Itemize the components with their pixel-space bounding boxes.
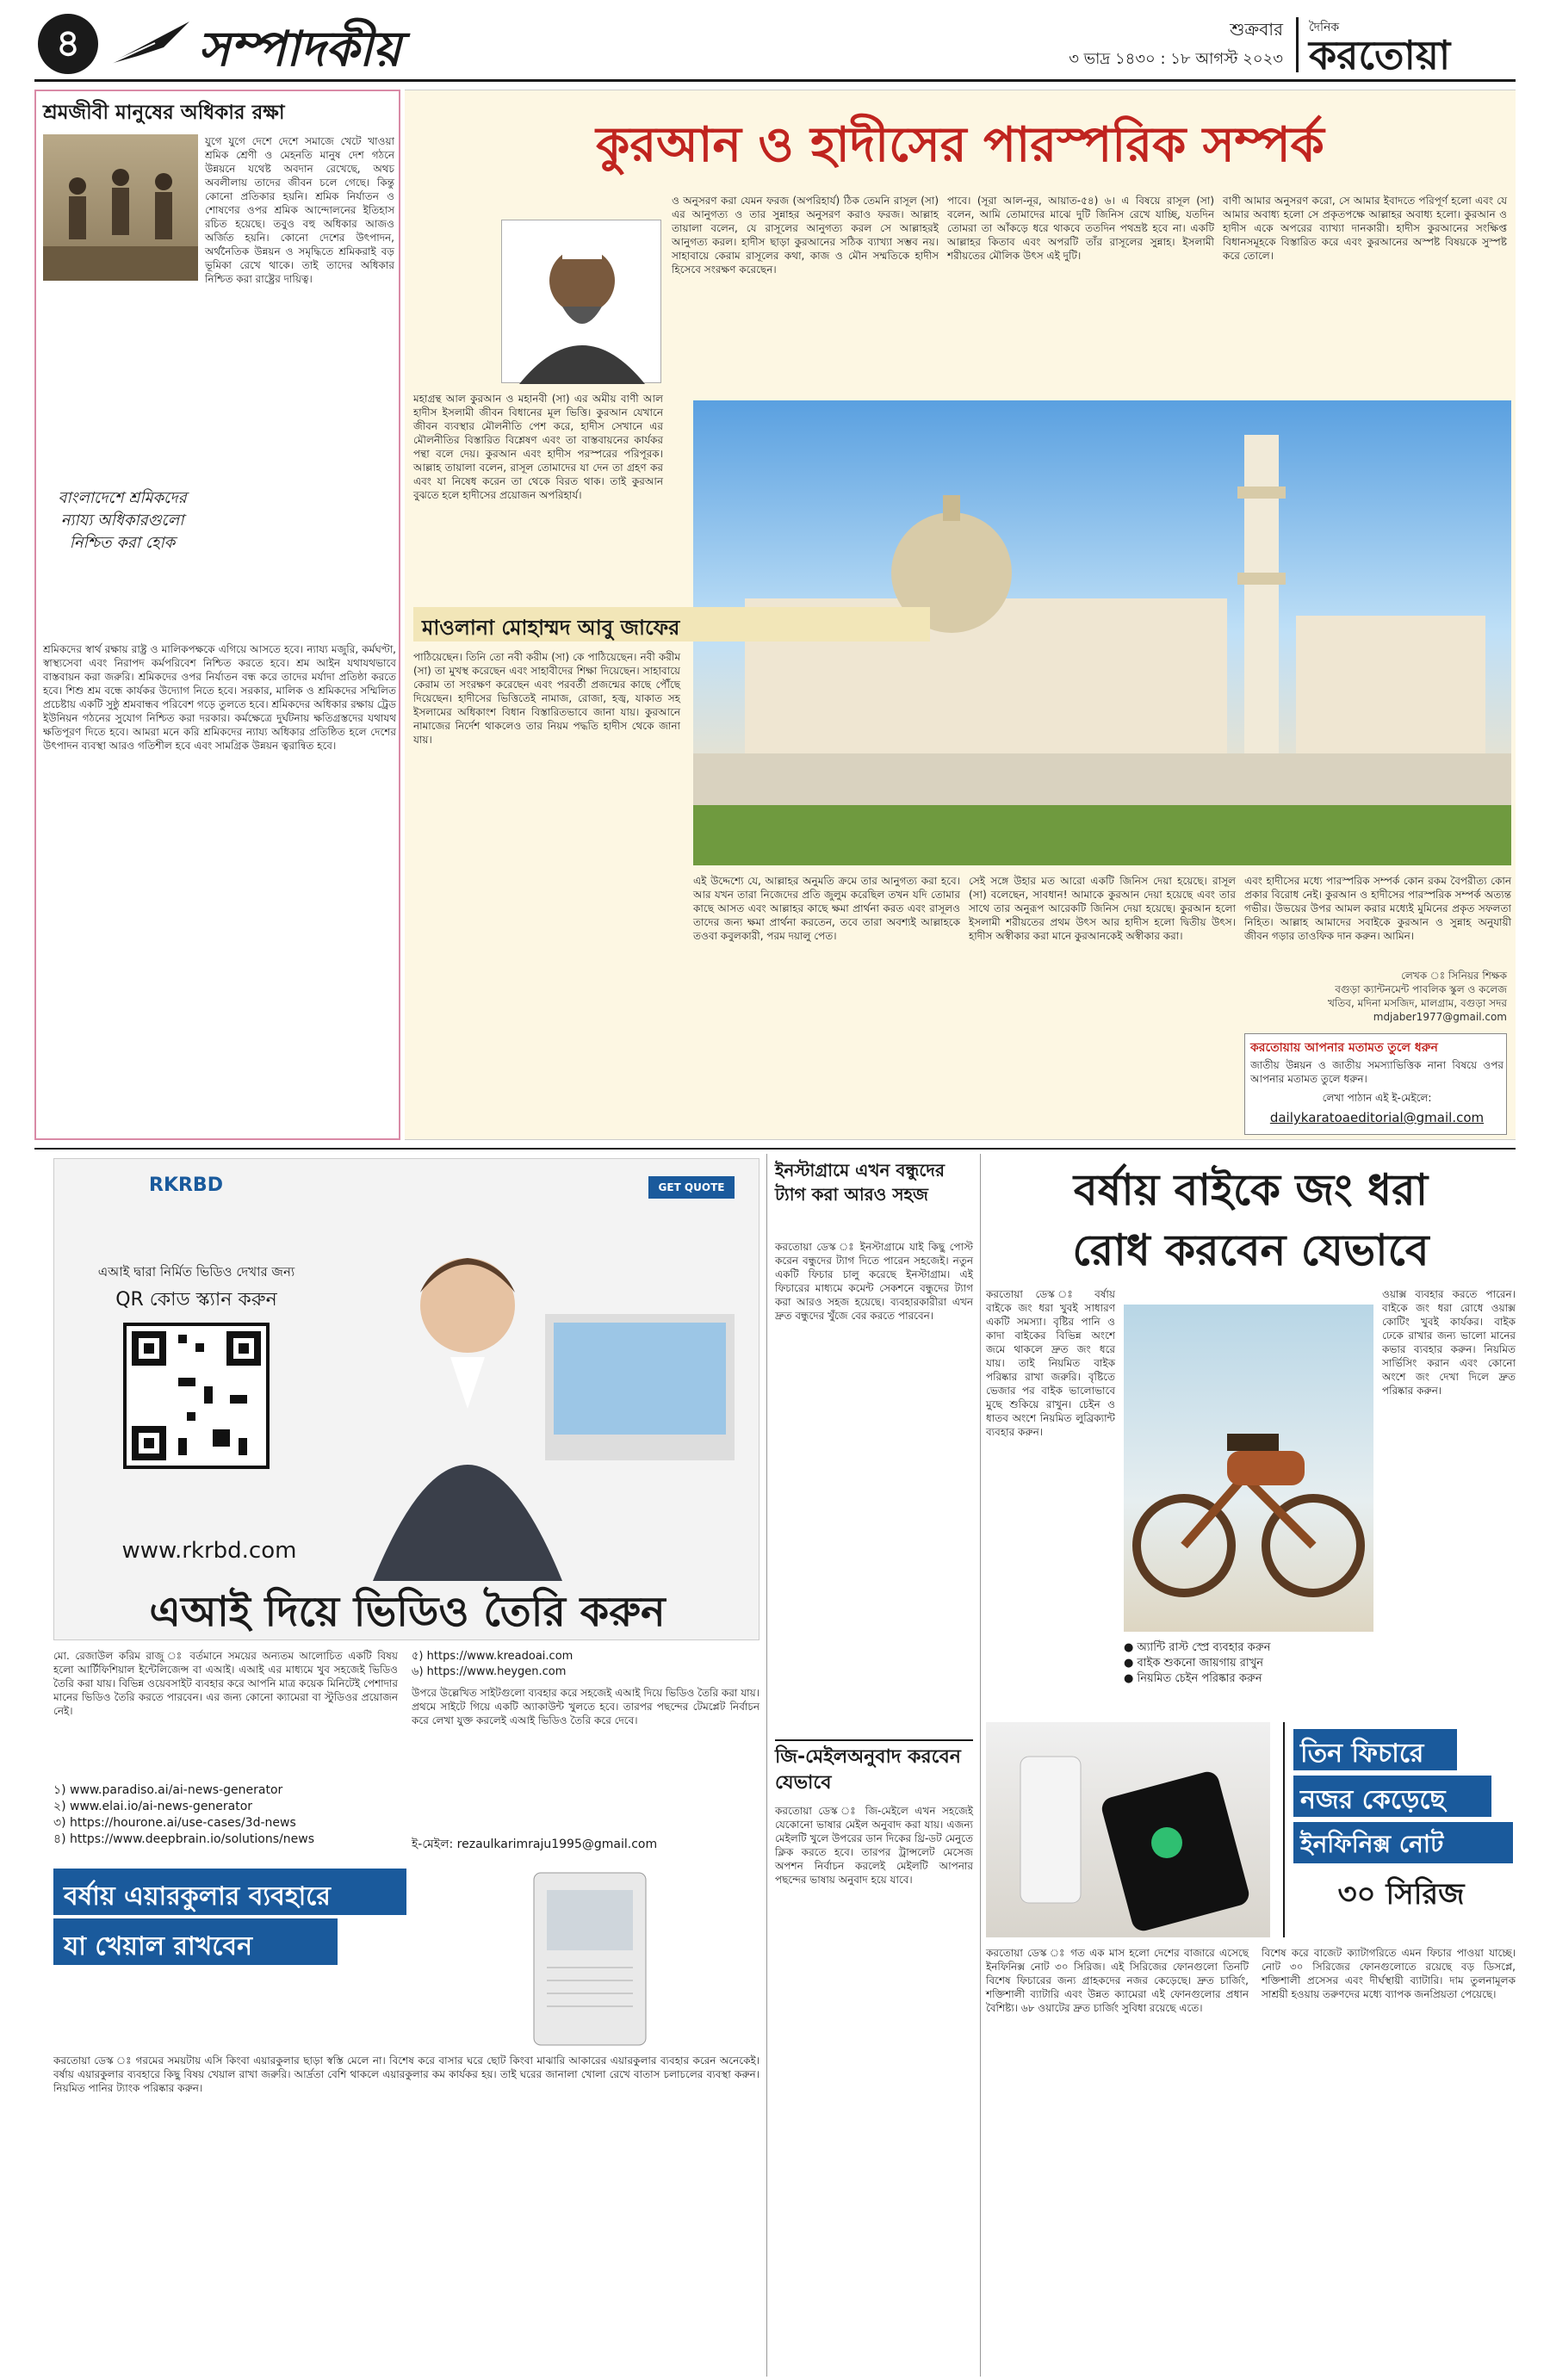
quill-icon xyxy=(103,17,198,69)
bike-photo xyxy=(1124,1305,1373,1632)
col-separator xyxy=(766,1154,767,2377)
ad-url[interactable]: www.rkrbd.com xyxy=(121,1538,297,1564)
ad-headline: এআই দিয়ে ভিডিও তৈরি করুন xyxy=(149,1588,666,1636)
aircooler-title-1: বর্ষায় এয়ারকুলার ব্যবহারে xyxy=(53,1869,406,1915)
instagram-body: করতোয়া ডেস্ক ঃ ইনস্টাগ্রামে যাই কিছু পোস্ট করেন বন্ধুদের ট্যাগ দিতে পারেন সহজেই। নতুন একটি ফিচার চালু করেছে ইনস্টাগ্রাম। এই ফিচারের মাধ্যমে কমেন্ট সেকশনে বন্ধুদের ট্যাগ করা আরও সহজ হয়েছে। ব্যবহারকারীরা এখন দ্রুত বন্ধুদের খুঁজে বের করতে পারবেন। xyxy=(775,1241,976,1322)
qr-code[interactable] xyxy=(123,1323,270,1469)
col-separator xyxy=(980,1154,981,2377)
ad-scan-line2: QR কোড স্ক্যান করুন xyxy=(115,1289,277,1311)
editorial-title: শ্রমজীবী মানুষের অধিকার রক্ষা xyxy=(43,102,285,124)
ai-video-body-right: উপরে উল্লেখিত সাইটগুলো ব্যবহার করে সহজেই এআই দিয়ে ভিডিও তৈরি করা যায়। প্রথমে সাইটে গিয়ে একটি অ্যাকাউন্ট খুলতে হবে। তারপর পছন্দের টেমপ্লেট নির্বাচন করে লেখা যুক্ত করলেই এআই ভিডিও তৈরি করে দেবে। xyxy=(412,1687,763,1726)
bike-body-left: করতোয়া ডেস্ক ঃ বর্ষায় বাইকে জং ধরা খুবই সাধারণ একটি সমস্যা। বৃষ্টির পানি ও কাদা বাইকের বিভিন্ন অংশে জমে থাকলে দ্রুত জং ধরে যায়। তাই নিয়মিত বাইক পরিষ্কার রাখা জরুরি। বৃষ্টিতে ভেজার পর বাইক ভালোভাবে মুছে শুকিয়ে রাখুন। চেইন ও ধাতব অংশে নিয়মিত লুব্রিক্যান্ট ব্যবহার করুন। xyxy=(986,1288,1119,1438)
issue-day: শুক্রবার xyxy=(1230,19,1283,40)
page-number-badge xyxy=(38,14,98,74)
ad-presenter-image xyxy=(338,1211,743,1581)
article-col-1: মহাগ্রন্থ আল কুরআন ও মহানবী (সা) এর অমীয় বাণী আল হাদীস ইসলামী জীবন বিধানের মূল ভিত্তি। কুরআন যেখানে জীবন ব্যবস্থার মৌলনীতি পেশ করে, হাদীস সেখানে এর মৌলনীতির বিস্তারিত বিশ্লেষণ এবং তা বাস্তবায়নের কার্যকর পন্থা বলে দেয়। কুরআন এবং হাদীস পরস্পরের পরিপূরক। আল্লাহ তায়ালা বলেন, রাসূল তোমাদের যা দেন তা গ্রহণ কর এবং যা নিষেধ করেন তা থেকে বিরত থাক। তাই কুরআন বুঝতে হলে হাদীসের প্রয়োজন অপরিহার্য। xyxy=(413,393,666,501)
instagram-title: ইনস্টাগ্রামে এখন বন্ধুদের ট্যাগ করা আরও সহজ xyxy=(775,1160,945,1205)
opinion-email[interactable]: dailykaratoaeditorial@gmail.com xyxy=(1269,1110,1485,1125)
ad-quote-button[interactable]: GET QUOTE xyxy=(648,1176,735,1199)
article-col-d: এবং হাদীসের মধ্যে পারস্পরিক সম্পর্ক কোন রকম বৈপরীত্য কোন প্রকার বিরোধ নেই। কুরআন ও হাদীসের পারস্পরিক সম্পর্ক অত্যন্ত গভীর। উভয়ের উপর আমল করার মধ্যেই মুমিনের প্রকৃত সফলতা নিহিত। আল্লাহ আমাদের সবাইকে কুরআন ও সুন্নাহ অনুযায়ী জীবন গড়ার তাওফিক দান করুন। আমিন। xyxy=(1244,875,1515,942)
infinix-body-right: বিশেষ করে বাজেট ক্যাটাগরিতে এমন ফিচার পাওয়া যাচ্ছে। নোট ৩০ সিরিজের ফোনগুলোতে রয়েছে বড় ডিসপ্লে, শক্তিশালী প্রসেসর এবং দীর্ঘস্থায়ী ব্যাটারি। দাম তুলনামূলক সাশ্রয়ী হওয়ায় তরুণদের মধ্যে ব্যাপক জনপ্রিয়তা পেয়েছে। xyxy=(1262,1947,1519,2000)
editorial-body-bottom: শ্রমিকদের স্বার্থ রক্ষায় রাষ্ট্র ও মালিকপক্ষকে এগিয়ে আসতে হবে। ন্যায্য মজুরি, কর্মঘণ্টা, স্বাস্থ্যসেবা এবং নিরাপদ কর্মপরিবেশ নিশ্চিত করতে হবে। শ্রম আইন যথাযথভাবে বাস্তবায়ন করা জরুরি। শ্রমিকদের ওপর নির্যাতন বন্ধ করে তাদের মর্যাদা প্রতিষ্ঠা করতে হবে। শিশু শ্রম বন্ধে কার্যকর উদ্যোগ নিতে হবে। সরকার, মালিক ও শ্রমিকদের সম্মিলিত প্রচেষ্টায় একটি সুষ্ঠু শ্রমবান্ধব পরিবেশ গড়ে তুলতে হবে। শ্রমিকদের অধিকার রক্ষায় ট্রেড ইউনিয়ন গঠনের সুযোগ নিশ্চিত করা দরকার। কর্মক্ষেত্রে দুর্ঘটনায় ক্ষতিগ্রস্তদের যথাযথ ক্ষতিপূরণ দিতে হবে। আমরা মনে করি শ্রমিকদের ন্যায্য অধিকার প্রতিষ্ঠিত হলে দেশের উৎপাদন ব্যবস্থা আরও গতিশীল হবে এবং সামগ্রিক উন্নয়ন ত্বরান্বিত হবে। xyxy=(43,643,400,752)
gmail-body: করতোয়া ডেস্ক ঃ জি-মেইলে এখন সহজেই যেকোনো ভাষার মেইল অনুবাদ করা যায়। এজন্য মেইলটি খুলে উপরের ডান দিকের থ্রি-ডট মেনুতে ক্লিক করতে হবে। তারপর ট্রান্সলেট মেসেজ অপশন নির্বাচন করলেই মেইলটি আপনার পছন্দের ভাষায় অনুবাদ হয়ে যাবে। xyxy=(775,1805,976,1886)
bike-bullets: ● অ্যান্টি রাস্ট স্প্রে ব্যবহার করুন ● বাইক শুকনো জায়গায় রাখুন ● নিয়মিত চেইন পরিষ্কার করুন xyxy=(1124,1641,1271,1685)
page-number: ৪ xyxy=(55,22,81,65)
ai-video-body-left: মো. রেজাউল করিম রাজু ঃ বর্তমানে সময়ের অন্যতম আলোচিত একটি বিষয় হলো আর্টিফিশিয়াল ইন্টেলিজেন্স বা এআই। এআই এর মাধ্যমে খুব সহজেই ভিডিও তৈরি করা যায়। বিভিন্ন ওয়েবসাইট ব্যবহার করে আপনি মাত্র কয়েক মিনিটেই পেশাদার মানের ভিডিও তৈরি করতে পারবেন। এর জন্য কোনো ক্যামেরা বা স্টুডিওর প্রয়োজন নেই। xyxy=(53,1650,401,1717)
infinix-title-box xyxy=(1283,1722,1516,1937)
opinion-title: করতোয়ায় আপনার মতামত তুলে ধরুন xyxy=(1250,1041,1438,1055)
article-col-c: সেই সঙ্গে উহার মত আরো একটি জিনিস দেয়া হয়েছে। রাসূল (সা) বলেছেন, সাবধান! আমাকে কুরআন দেয়া হয়েছে এবং তার সাথে তার অনুরূপ আরেকটি জিনিস দেয়া হয়েছে। কুরআন হলো ইসলামী শরীয়তের প্রথম উৎস আর হাদীস হলো দ্বিতীয় উৎস। হাদীস অস্বীকার করা মানে কুরআনকেই অস্বীকার করা। xyxy=(969,875,1239,942)
author-name: মাওলানা মোহাম্মদ আবু জাফের xyxy=(413,607,930,641)
gmail-title: জি-মেইলঅনুবাদ করবেন যেভাবে xyxy=(775,1739,973,1800)
opinion-box xyxy=(1244,1033,1507,1135)
infinix-title-1: তিন ফিচারে xyxy=(1293,1729,1457,1770)
header-divider xyxy=(1296,17,1299,72)
article-col-2: ও অনুসরণ করা যেমন ফরজ (অপরিহার্য) ঠিক তেমনি রাসূল (সা) এর আনুগত্য ও তার সুন্নাহর অনুসরণ করাও ফরজ। আল্লাহ তায়ালা বলেন, যে রাসূলের আনুগত্য করল সে আল্লাহরই আনুগত্য করল। হাদীস ছাড়া কুরআনের সঠিক ব্যাখ্যা সম্ভব নয়। সাহাবায়ে কেরাম রাসূলের কথা, কাজ ও মৌন সম্মতিকে হাদীস হিসেবে সংরক্ষণ করেছেন। xyxy=(672,195,942,276)
ad-rkrbd xyxy=(53,1158,760,1640)
aircooler-image xyxy=(465,1864,715,2045)
article-col-3: পাবে। (সূরা আল-নূর, আয়াত-৫৪) ৬। এ বিষয়ে রাসূল (সা) বলেন, আমি তোমাদের মাঝে দুটি জিনিস রেখে যাচ্ছি, যতদিন তোমরা তা আঁকড়ে ধরে থাকবে ততদিন পথভ্রষ্ট হবে না। একটি আল্লাহর কিতাব এবং অপরটি তাঁর রাসূলের সুন্নাহ। ইসলামী শরীয়তের মৌলিক উৎস এই দুটি। xyxy=(947,195,1218,262)
ai-video-links: ১) www.paradiso.ai/ai-news-generator ২) www.elai.io/ai-news-generator ৩) https://hourone.ai/use-cases/3d-news ৪) https://www.deepbrain.io/solutions/news xyxy=(53,1783,314,1846)
newspaper-small: দৈনিক xyxy=(1309,21,1340,34)
article-col-4: বাণী আমার অনুসরণ করো, সে আমার ইবাদতে পরিপূর্ণ হলো এবং যে আমার অবাধ্য হলো সে প্রকৃতপক্ষে আল্লাহর অবাধ্য হলো। কুরআন ও হাদীস একে অপরের ব্যাখ্যা দানকারী। হাদীস কুরআনের সংক্ষিপ্ত বিধানসমূহকে বিস্তারিত করে এবং কুরআনের অস্পষ্ট বিষয়কে সুস্পষ্ট করে তোলে। xyxy=(1223,195,1510,262)
ai-video-links-right: ৫) https://www.kreadoai.com ৬) https://www.heygen.com xyxy=(412,1650,574,1678)
infinix-photo xyxy=(986,1722,1270,1937)
section-title: সম্পাদকীয় xyxy=(198,22,401,77)
author-photo xyxy=(501,220,661,383)
opinion-note: লেখা পাঠান এই ই-মেইলে: xyxy=(1322,1092,1432,1104)
bike-title-2: রোধ করবেন যেভাবে xyxy=(1072,1225,1429,1275)
infinix-title-3: ইনফিনিক্স নোট xyxy=(1293,1822,1513,1863)
article-col-a: পাঠিয়েছেন। তিনি তো নবী করীম (সা) কে পাঠিয়েছেন। নবী করীম (সা) তা মুখস্থ করেছেন এবং সাহাবীদের শিক্ষা দিয়েছেন। সাহাবায়ে কেরাম তা সংরক্ষণ করেছেন এবং পরবর্তী প্রজন্মের কাছে পৌঁছে দিয়েছেন। হাদীসের ভিত্তিতেই নামাজ, রোজা, হজ্ব, যাকাত সহ ইসলামের অধিকাংশ বিধান বিস্তারিতভাবে জানা যায়। কুরআনে নামাজের নির্দেশ থাকলেও তার নিয়ম পদ্ধতি হাদীস থেকে জানা যায়। xyxy=(413,651,684,746)
aircooler-body: করতোয়া ডেস্ক ঃ গরমের সময়টায় এসি কিংবা এয়ারকুলার ছাড়া স্বস্তি মেলে না। বিশেষ করে বাসার ঘরে ছোট কিংবা মাঝারি আকারের এয়ারকুলার ব্যবহার করেন অনেকেই। বর্ষায় এয়ারকুলার ব্যবহারে কিছু বিষয় খেয়াল রাখা জরুরি। আর্দ্রতা বেশি থাকলে এয়ারকুলার কম কার্যকর হয়। তাই ঘরের জানালা খোলা রেখে বাতাস চলাচলের ব্যবস্থা করুন। নিয়মিত পানির ট্যাংক পরিষ্কার করুন। xyxy=(53,2055,763,2094)
article-title: কুরআন ও হাদীসের পারস্পরিক সম্পর্ক xyxy=(596,117,1324,173)
infinix-body-left: করতোয়া ডেস্ক ঃ গত এক মাস হলো দেশের বাজারে এসেছে ইনফিনিক্স নোট ৩০ সিরিজ। এই সিরিজের ফোনগুলো তিনটি বিশেষ ফিচারের জন্য গ্রাহকদের নজর কেড়েছে। দ্রুত চার্জিং, শক্তিশালী ব্যাটারি এবং উন্নত ক্যামেরা এই ফোনগুলোর প্রধান বৈশিষ্ট্য। ৬৮ ওয়াটের দ্রুত চার্জিং সুবিধা রয়েছে এতে। xyxy=(986,1947,1252,2014)
issue-date: ৩ ভাদ্র ১৪৩০ : ১৮ আগস্ট ২০২৩ xyxy=(1069,50,1283,68)
editorial-photo xyxy=(43,134,198,281)
ai-video-email: ই-মেইল: rezaulkarimraju1995@gmail.com xyxy=(412,1838,658,1851)
opinion-body: জাতীয় উন্নয়ন ও জাতীয় সমস্যাভিত্তিক নানা বিষয়ে ওপর আপনার মতামত তুলে ধরুন। xyxy=(1250,1059,1504,1085)
infinix-title-2: নজর কেড়েছে xyxy=(1293,1776,1491,1817)
editorial-body-top: যুগে যুগে দেশে দেশে সমাজে খেটে খাওয়া শ্রমিক শ্রেণী ও মেহনতি মানুষ দেশ গঠনে উন্নয়নে যথেষ্ট অবদান রেখেছে, অথচ অবলীলায় তাদের জীবন চলে গেছে। কিন্তু কোনো প্রতিকার হয়নি। শ্রমিক নির্যাতন ও শোষণের ওপর শ্রমিক আন্দোলনের ইতিহাস রচিত হয়েছে। তবুও বহু অধিকার আজও অর্জিত হয়নি। কোনো দেশের উৎপাদন, অর্থনৈতিক উন্নয়ন ও সমৃদ্ধিতে শ্রমিকরাই বড় ভূমিকা রেখে থাকে। তাই তাদের অধিকার নিশ্চিত করা রাষ্ট্রের দায়িত্ব। xyxy=(205,135,398,285)
article-col-b: এই উদ্দেশ্যে যে, আল্লাহর অনুমতি ক্রমে তার আনুগত্য করা হবে। আর যখন তারা নিজেদের প্রতি জুলুম করেছিল তখন যদি তোমার কাছে আসত এবং আল্লাহর কাছে ক্ষমা প্রার্থনা করত এবং রাসূলও তাদের জন্য ক্ষমা প্রার্থনা করতেন, তবে তারা অবশ্যই আল্লাহকে তওবা কবুলকারী, পরম দয়ালু পেত। xyxy=(693,875,964,942)
infinix-title-4: ৩০ সিরিজ xyxy=(1337,1877,1465,1912)
header-rule xyxy=(34,79,1516,82)
editorial-box xyxy=(34,90,400,1140)
editorial-pullquote: বাংলাদেশে শ্রমিকদের ন্যায্য অধিকারগুলো নিশ্চিত করা হোক xyxy=(58,489,187,552)
article-box xyxy=(405,90,1516,1140)
author-bio: লেখক ঃ সিনিয়র শিক্ষক বগুড়া ক্যান্টনমেন্ট পাবলিক স্কুল ও কলেজ খতিব, মদিনা মসজিদ, মালগ্রাম, বগুড়া সদর mdjaber1977@gmail.com xyxy=(1327,970,1507,1023)
bike-title-1: বর্ষায় বাইকে জং ধরা xyxy=(1073,1165,1429,1215)
ad-brand: RKRBD xyxy=(149,1175,223,1196)
bike-body-right: ওয়াক্স ব্যবহার করতে পারেন। বাইকে জং ধরা রোধে ওয়াক্স কোটিং খুবই কার্যকর। বাইক ঢেকে রাখার জন্য ভালো মানের কভার ব্যবহার করুন। নিয়মিত সার্ভিসিং করান এবং কোনো অংশে জং দেখা দিলে দ্রুত পরিষ্কার করুন। xyxy=(1382,1288,1519,1397)
aircooler-title-2: যা খেয়াল রাখবেন xyxy=(53,1918,338,1965)
ad-scan-line1: এআই দ্বারা নির্মিত ভিডিও দেখার জন্য xyxy=(97,1264,295,1280)
newspaper-name: করতোয়া xyxy=(1309,32,1451,78)
row-separator xyxy=(34,1148,1516,1150)
